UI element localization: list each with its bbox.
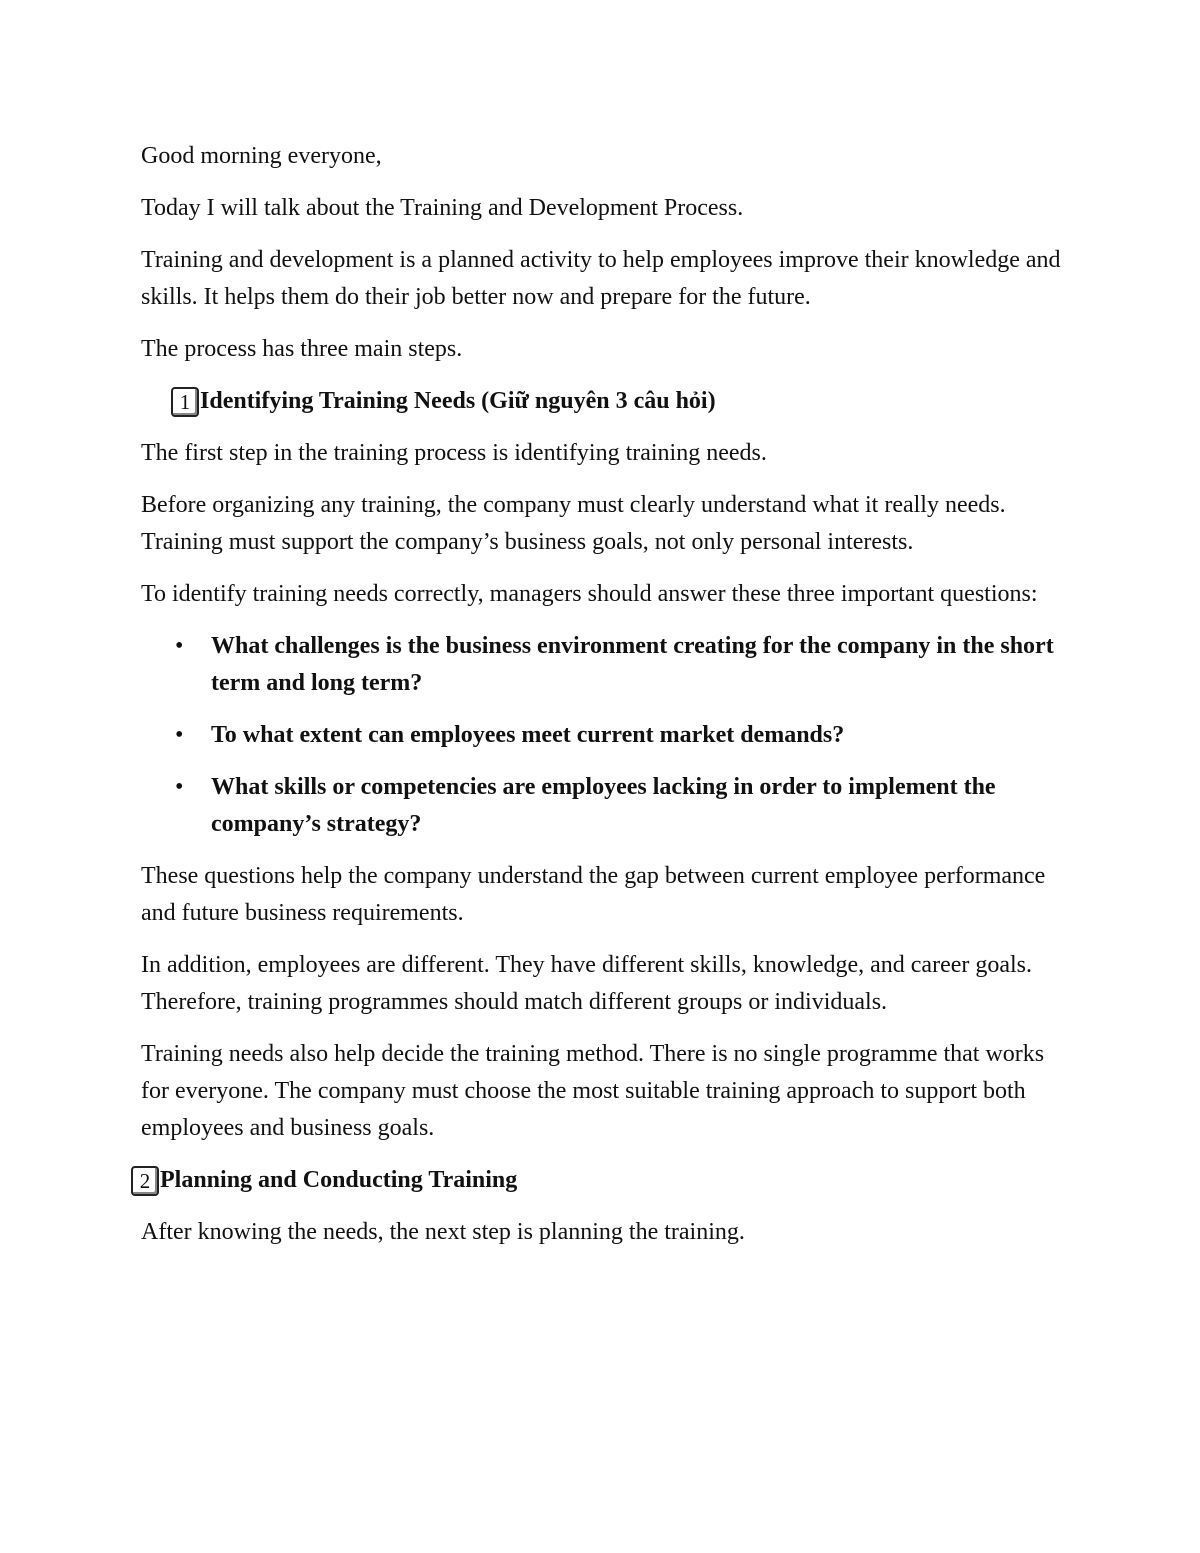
document-page bbox=[141, 138, 1071, 1266]
step1-title: Identifying Training Needs (Giữ nguyên 3 câu hỏi) bbox=[200, 388, 716, 414]
step1-paragraph-1: The first step in the training process is identifying training needs. bbox=[141, 440, 767, 466]
step1-paragraph-4: These questions help the company understand the gap between current employee performance and future business requirements. bbox=[141, 863, 1046, 926]
step1-paragraph-3: To identify training needs correctly, managers should answer these three important questions: bbox=[141, 581, 1038, 607]
step1-paragraph-5: In addition, employees are different. They have different skills, knowledge, and career goals. Therefore, training programmes should match different groups or individuals. bbox=[141, 952, 1033, 1015]
step1-heading bbox=[171, 383, 1071, 420]
step1-paragraph-2: Before organizing any training, the company must clearly understand what it really needs. Training must support the company’s business goals, not only personal interests. bbox=[141, 492, 1006, 555]
greeting-paragraph: Good morning everyone, bbox=[141, 143, 382, 169]
question-item bbox=[175, 769, 1071, 843]
question-text: What skills or competencies are employees lacking in order to implement the company’s strategy? bbox=[211, 774, 996, 837]
question-text: To what extent can employees meet current market demands? bbox=[211, 722, 845, 748]
keycap-digit-two-icon: 2 bbox=[131, 1166, 159, 1196]
step1-paragraph-6: Training needs also help decide the training method. There is no single programme that works for everyone. The company must choose the most suitable training approach to support both employees and business goals. bbox=[141, 1041, 1045, 1141]
bullet-icon: • bbox=[175, 774, 184, 800]
bullet-icon: • bbox=[175, 722, 184, 748]
question-text: What challenges is the business environment creating for the company in the short term and long term? bbox=[211, 633, 1054, 696]
step2-title: Planning and Conducting Training bbox=[160, 1167, 518, 1193]
question-item bbox=[175, 717, 1071, 754]
step2-paragraph-1: After knowing the needs, the next step is planning the training. bbox=[141, 1219, 745, 1245]
bullet-icon: • bbox=[175, 633, 184, 659]
keycap-digit-one-icon: 1 bbox=[171, 387, 199, 417]
definition-paragraph: Training and development is a planned activity to help employees improve their knowledge and skills. It helps them do their job better now and prepare for the future. bbox=[141, 247, 1061, 310]
question-item bbox=[175, 628, 1071, 702]
questions-list bbox=[141, 628, 1071, 843]
intro-paragraph: Today I will talk about the Training and Development Process. bbox=[141, 195, 744, 221]
step2-heading bbox=[131, 1162, 1071, 1199]
process-intro-paragraph: The process has three main steps. bbox=[141, 336, 463, 362]
